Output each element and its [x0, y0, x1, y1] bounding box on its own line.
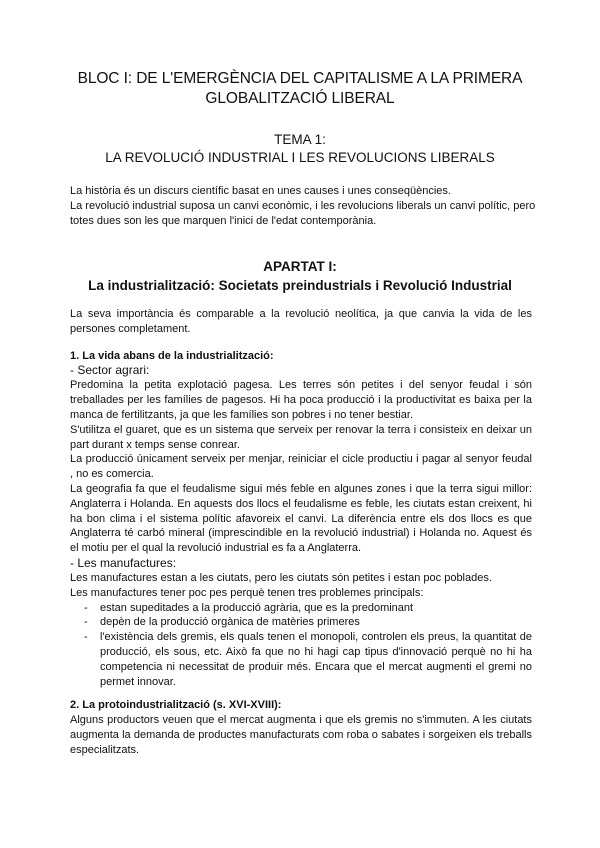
list-item: - estan supeditades a la producció agrària, que es la predominant	[84, 601, 414, 614]
subheading-manufactures: - Les manufactures:	[70, 555, 177, 570]
agrari-paragraph-1: Predomina la petita explotació pagesa. Les terres són petites i del senyor feudal i són treballades per les famílies de pagesos. Hi ha poca producció i la productivitat es baixa per la manca de fertilitzants, ja que les famílies son pobres i no tener bestiar.	[70, 379, 532, 421]
bloc-title-line2: GLOBALITZACIÓ LIBERAL	[205, 90, 395, 107]
apartat-heading	[40, 257, 560, 295]
agrari-paragraph-2: S'utilitza el guaret, que es un sistema que serveix per renovar la terra i consisteix en deixar un part durant x temps sense conrear.	[70, 423, 532, 451]
agrari-paragraph-3: La producció únicament serveix per menjar, reiniciar el cicle productiu i pagar al senyor feudal , no es comercia.	[70, 453, 532, 481]
apartat-label: APARTAT I:	[263, 259, 337, 274]
manufactures-paragraph-2: Les manufactures tener poc pes perquè tenen tres problemes principals:	[70, 586, 424, 599]
bloc-title-line1: BLOC I: DE L'EMERGÈNCIA DEL CAPITALISME A LA PRIMERA	[77, 70, 523, 87]
protoindustria-paragraph: Alguns productors veuen que el mercat augmenta i que els gremis no s'immuten. A les ciutats augmenta la demanda de productes manufacturats com roba o sabates i sorgeixen els treballs especialitzats.	[70, 714, 532, 756]
apartat-title: La industrialització: Societats preindustrials i Revolució Industrial	[88, 278, 512, 293]
agrari-paragraph-4: La geografia fa que el feudalisme sigui més feble en algunes zones i que la terra sigui millor: Anglaterra i Holanda. En aquests dos llocs el feudalisme es feble, les ciutats estan creixent, hi ha bon clima i el sistema polític afavoreix el canvi. La diferència entre els dos llocs es que Anglaterra té carbó mineral (imprescindible en la revolució industrial) i Holanda no. Aquest és el motiu per el qual la revolució industrial es fa a Anglaterra.	[70, 482, 532, 555]
bloc-title	[40, 69, 560, 109]
manufactures-paragraph-1: Les manufactures estan a les ciutats, pero les ciutats són petites i estan poc poblades.	[70, 571, 492, 584]
document-body	[70, 307, 532, 758]
intro-line2: La revolució industrial suposa un canvi econòmic, i les revolucions liberals un canvi polític, pero totes dues son les que marquen l'inici de l'edat contemporània.	[70, 199, 536, 227]
importance-paragraph: La seva importància és comparable a la revolució neolítica, ja que canvia la vida de les persones completament.	[70, 308, 532, 335]
tema-number: TEMA 1:	[274, 132, 326, 147]
subheading-agrari: - Sector agrari:	[70, 363, 150, 378]
section1-heading: 1. La vida abans de la industrialització:	[70, 349, 274, 362]
tema-title: LA REVOLUCIÓ INDUSTRIAL I LES REVOLUCIONS LIBERALS	[105, 150, 495, 165]
section2-heading: 2. La protoindustrialització (s. XVI-XVIII):	[70, 699, 282, 712]
list-item: - depèn de la producció orgànica de matèries primeres	[84, 616, 360, 629]
tema-heading	[40, 131, 560, 167]
intro-paragraph	[70, 184, 540, 228]
problems-list	[70, 601, 532, 690]
intro-line1: La història és un discurs científic basat en unes causes i unes conseqüències.	[70, 185, 451, 197]
list-item: - l'existència dels gremis, els quals tenen el monopoli, controlen els preus, la quantitat de producció, els sous, etc. Això fa que no hi hagi cap tipus d'innovació perquè no hi ha competencia ni necessitat de produir més. Encara que el mercat augmenti el gremi no permet innovar.	[84, 631, 532, 688]
